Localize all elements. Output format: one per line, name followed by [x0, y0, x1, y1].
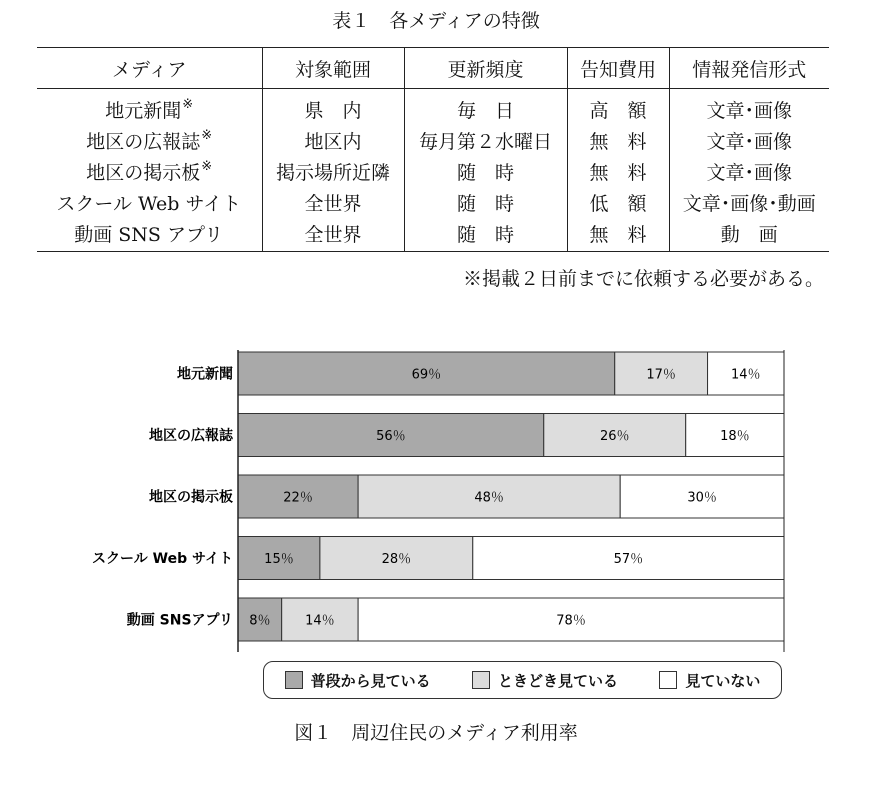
data-label: 28％ [381, 552, 412, 567]
cell-range: 県 内 [262, 89, 404, 126]
data-label: 14％ [305, 613, 335, 629]
table-row [37, 218, 829, 252]
data-label: 48％ [474, 490, 504, 506]
table-row [37, 156, 829, 187]
legend-swatch-never [659, 671, 677, 689]
legend-label-never: 見ていない [685, 671, 761, 690]
legend-item-never [659, 670, 760, 691]
data-label: 26％ [599, 429, 630, 444]
data-label: 15％ [264, 552, 294, 567]
data-label: 14％ [731, 367, 761, 383]
category-label: 地区の広報誌 [149, 428, 233, 444]
media-table [37, 47, 829, 252]
data-label: 18％ [720, 429, 750, 444]
data-label: 22％ [283, 490, 313, 506]
data-label: 78％ [556, 613, 586, 629]
cell-cost: 無 料 [567, 125, 669, 156]
header-cost: 告知費用 [567, 48, 669, 89]
cell-cost: 無 料 [567, 218, 669, 252]
cell-range: 地区内 [262, 125, 404, 156]
data-label: 8％ [249, 613, 271, 629]
category-label: 動画 SNSアプリ [126, 612, 233, 629]
cell-cost: 無 料 [567, 156, 669, 187]
cell-format: 文章･画像 [669, 125, 829, 156]
legend-label-sometimes: ときどき見ている [497, 671, 618, 690]
cell-media: 地区の広報誌※ [86, 128, 213, 153]
data-label: 30％ [687, 490, 717, 506]
cell-frequency: 毎 日 [404, 89, 567, 126]
data-label: 56％ [376, 429, 406, 444]
cell-format: 文章･画像 [669, 156, 829, 187]
header-range: 対象範囲 [262, 48, 404, 89]
table-header-row [37, 48, 829, 89]
data-label: 57％ [613, 552, 644, 567]
cell-range: 全世界 [262, 218, 404, 252]
stacked-bar-chart [0, 340, 872, 658]
legend-swatch-always [285, 671, 303, 689]
header-media: メディア [37, 48, 262, 89]
category-label: 地区の掲示板 [149, 489, 233, 506]
note-mark: ※ [201, 128, 213, 143]
cell-frequency: 随 時 [404, 187, 567, 218]
cell-format: 文章･画像･動画 [669, 187, 829, 218]
cell-media: 地区の掲示板※ [86, 159, 213, 184]
cell-format: 動 画 [669, 218, 829, 252]
legend-swatch-sometimes [472, 671, 490, 689]
cell-format: 文章･画像 [669, 89, 829, 126]
header-format: 情報発信形式 [669, 48, 829, 89]
cell-cost: 低 額 [567, 187, 669, 218]
cell-media: 地元新聞※ [105, 97, 194, 122]
cell-frequency: 随 時 [404, 156, 567, 187]
legend-item-sometimes [472, 670, 618, 691]
figure-caption: 図１ 周辺住民のメディア利用率 [294, 722, 578, 744]
table-row [37, 89, 829, 126]
cell-media: スクール Web サイト [56, 193, 242, 215]
table-note: ※掲載２日前までに依頼する必要がある。 [462, 268, 824, 290]
table-row [37, 125, 829, 156]
data-label: 69％ [411, 367, 442, 383]
table-row [37, 187, 829, 218]
table-caption: 表１ 各メディアの特徴 [332, 10, 540, 32]
cell-range: 全世界 [262, 187, 404, 218]
category-label: 地元新聞 [177, 366, 233, 383]
cell-frequency: 毎月第２水曜日 [404, 125, 567, 156]
cell-cost: 高 額 [567, 89, 669, 126]
category-label: スクール Web サイト [92, 551, 233, 567]
chart-legend [263, 661, 782, 699]
legend-label-always: 普段から見ている [310, 671, 431, 690]
note-mark: ※ [182, 97, 194, 112]
legend-item-always [285, 670, 431, 691]
cell-frequency: 随 時 [404, 218, 567, 252]
data-label: 17％ [646, 367, 676, 383]
note-mark: ※ [201, 159, 213, 174]
cell-range: 掲示場所近隣 [262, 156, 404, 187]
header-frequency: 更新頻度 [404, 48, 567, 89]
cell-media: 動画 SNS アプリ [37, 218, 262, 252]
